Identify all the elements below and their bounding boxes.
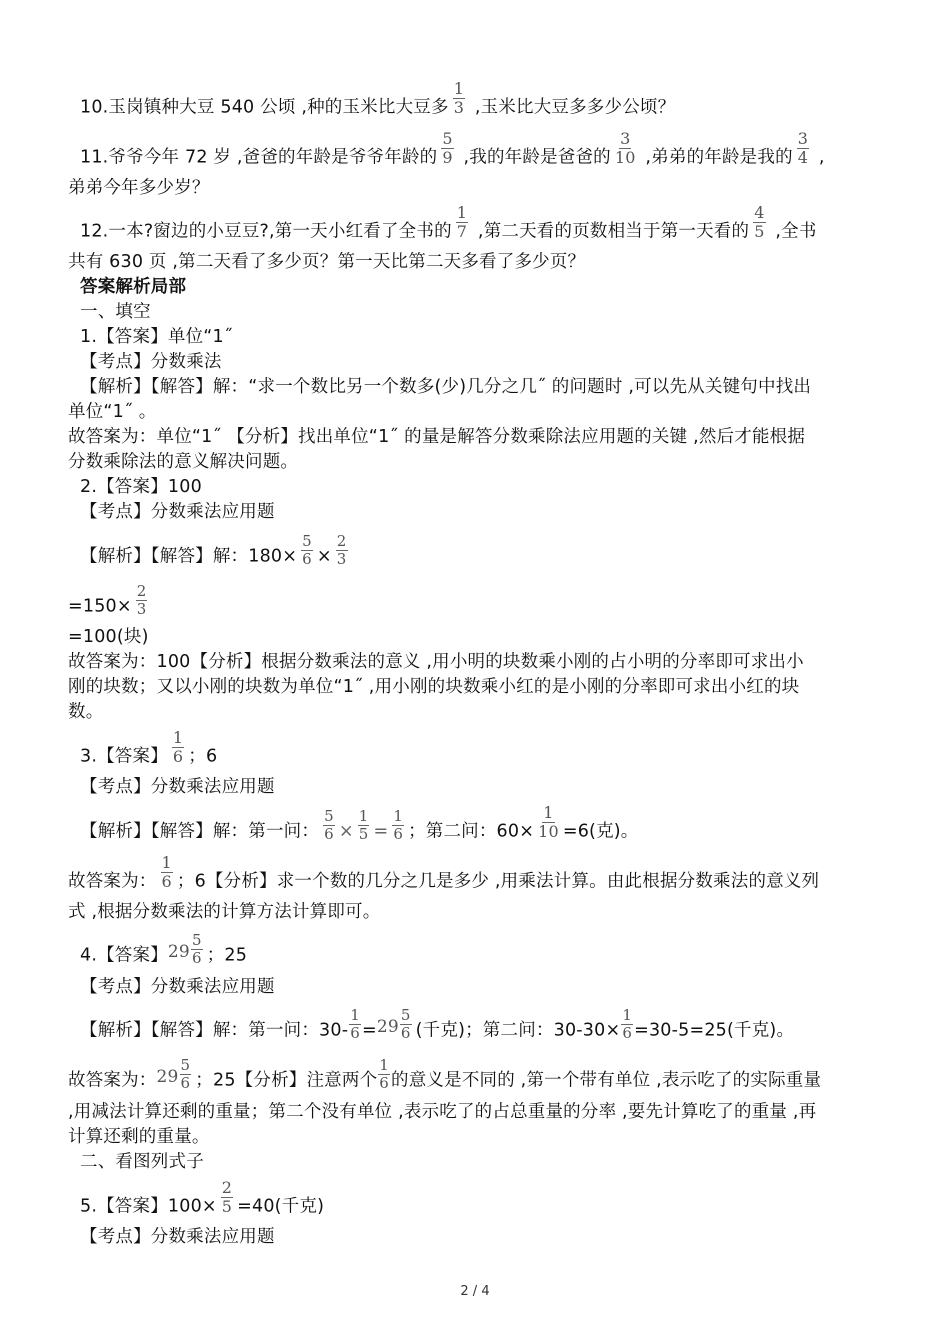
fraction: $\frac{5}{6}$ [400,1006,411,1042]
answer-1-keypoint: 【考点】分数乘法 [80,352,222,372]
q10-text: 10.玉岗镇种大豆 540 公顷 ,种的玉米比大豆多 [80,97,449,118]
question-12-line-2: 共有 630 页 ,第二天看了多少页？第一天比第二天多看了多少页？ [68,252,586,272]
fraction: $\frac{4}{5}$ [754,203,765,241]
answer-2-keypoint: 【考点】分数乘法应用题 [80,502,275,522]
q10-text-2: ,玉米比大豆多多少公顷？ [469,97,676,118]
answer-1: 1.【答案】单位“1˝ [80,327,233,347]
answer-3-explanation: 【解析】【解答】解：第一问： $\frac{5}{6}$ × $\frac{1}{5}$ = $\frac{1}{6}$ ；第二问：60× $\frac{1}{10}$ =6(克)。 [80,803,639,843]
answer-4-explanation: 【解析】【解答】解：第一问：30- $\frac{1}{6}$ =29 $\frac{5}{6}$ (千克)；第二问：30-30× $\frac{1}{6}$ =30-5=25(千克)。 [80,1006,795,1042]
answer-3-analysis: 故答案为： $\frac{1}{6}$ ；6【分析】求一个数的几分之几是多少 ,用乘法计算。由此根据分数乘法的意义列 [68,853,820,892]
question-12: 12.一本?窗边的小豆豆?,第一天小红看了全书的 $\frac{1}{7}$ ,第二天看的页数相当于第一天看的 $\frac{4}{5}$ ,全书 [80,203,817,242]
answer-2-step-3: =100(块) [68,627,149,647]
answer-2-analysis-3: 数。 [68,702,104,722]
fraction: $\frac{1}{6}$ [350,1006,360,1042]
fraction: $\frac{5}{6}$ [324,807,334,843]
fraction: $\frac{1}{6}$ [161,853,172,891]
fraction: $\frac{1}{5}$ [358,807,369,843]
fraction: $\frac{5}{9}$ [442,129,453,167]
fraction: $\frac{1}{6}$ [379,1056,390,1092]
page-number: 2 / 4 [460,1284,490,1299]
fraction: $\frac{1}{6}$ [622,1006,633,1042]
fraction: $\frac{2}{5}$ [221,1178,233,1216]
answer-4-analysis-3: 计算还剩的重量。 [68,1127,210,1147]
question-11-line-2: 弟弟今年多少岁？ [68,178,210,198]
question-10 [80,79,676,125]
fraction: $\frac{2}{3}$ [336,532,347,568]
answer-3: 3.【答案】 $\frac{1}{6}$ ；6 [80,728,218,767]
question-11: 11.爷爷今年 72 岁 ,爸爸的年龄是爷爷年龄的 $\frac{5}{9}$ ,我的年龄是爸爸的 $\frac{3}{10}$ ,弟弟的年龄是我的 $\frac{3}{4}$ , [80,129,825,168]
answer-2: 2.【答案】100 [80,477,202,497]
fraction: $\frac{1}{10}$ [538,803,559,841]
fraction: $\frac{5}{6}$ [302,532,312,568]
answer-1-explanation: 【解析】【解答】解：“求一个数比另一个数多(少)几分之几˝ 的问题时 ,可以先从关键句中找出 [80,377,812,397]
fraction: $\frac{1}{3}$ [453,79,465,117]
answer-2-analysis-2: 刚的块数；又以小刚的块数为单位“1˝ ,用小刚的块数乘小红的是小刚的分率即可求出小红的块 [68,677,800,697]
answer-3-analysis-2: 式 ,根据分数乘法的计算方法计算即可。 [68,902,381,922]
fraction: $\frac{3}{10}$ [614,129,636,167]
answers-heading: 答案解析局部 [80,277,187,297]
fraction: $\frac{3}{4}$ [797,129,809,167]
answer-1-analysis: 故答案为：单位“1˝ 【分析】找出单位“1˝ 的量是解答分数乘除法应用题的关键 ,然后才能根据 [68,427,806,447]
section-1-heading: 一、填空 [80,302,151,322]
answer-4-keypoint: 【考点】分数乘法应用题 [80,977,275,997]
answer-4: 4.【答案】29 $\frac{5}{6}$ ；25 [80,931,248,967]
answer-4-analysis-2: ,用减法计算还剩的重量；第二个没有单位 ,表示吃了的占总重量的分率 ,要先计算吃了的重量 ,再 [68,1102,817,1122]
answer-2-step-2: =150× $\frac{2}{3}$ [68,582,147,618]
answer-4-analysis: 故答案为：29 $\frac{5}{6}$ ；25【分析】注意两个 $\frac{1}{6}$ 的意义是不同的 ,第一个带有单位 ,表示吃了的实际重量 [68,1056,822,1092]
answer-2-analysis: 故答案为：100【分析】根据分数乘法的意义 ,用小明的块数乘小刚的占小明的分率即可求出小 [68,652,804,672]
fraction: $\frac{2}{3}$ [136,582,147,618]
answer-3-keypoint: 【考点】分数乘法应用题 [80,777,275,797]
fraction: $\frac{1}{6}$ [393,807,404,843]
answer-5: 5.【答案】100× $\frac{2}{5}$ =40(千克) [80,1178,325,1217]
fraction: $\frac{5}{6}$ [180,1056,191,1092]
fraction: $\frac{1}{7}$ [456,203,468,241]
answer-2-explanation: 【解析】【解答】解：180× $\frac{5}{6}$ × $\frac{2}{3}$ [80,532,347,568]
answer-5-keypoint: 【考点】分数乘法应用题 [80,1227,275,1247]
fraction: $\frac{5}{6}$ [191,931,202,967]
answer-1-analysis-2: 分数乘除法的意义解决问题。 [68,452,299,472]
section-2-heading: 二、看图列式子 [80,1152,204,1172]
answer-1-explanation-2: 单位“1˝ 。 [68,402,157,422]
fraction: $\frac{1}{6}$ [172,728,184,766]
